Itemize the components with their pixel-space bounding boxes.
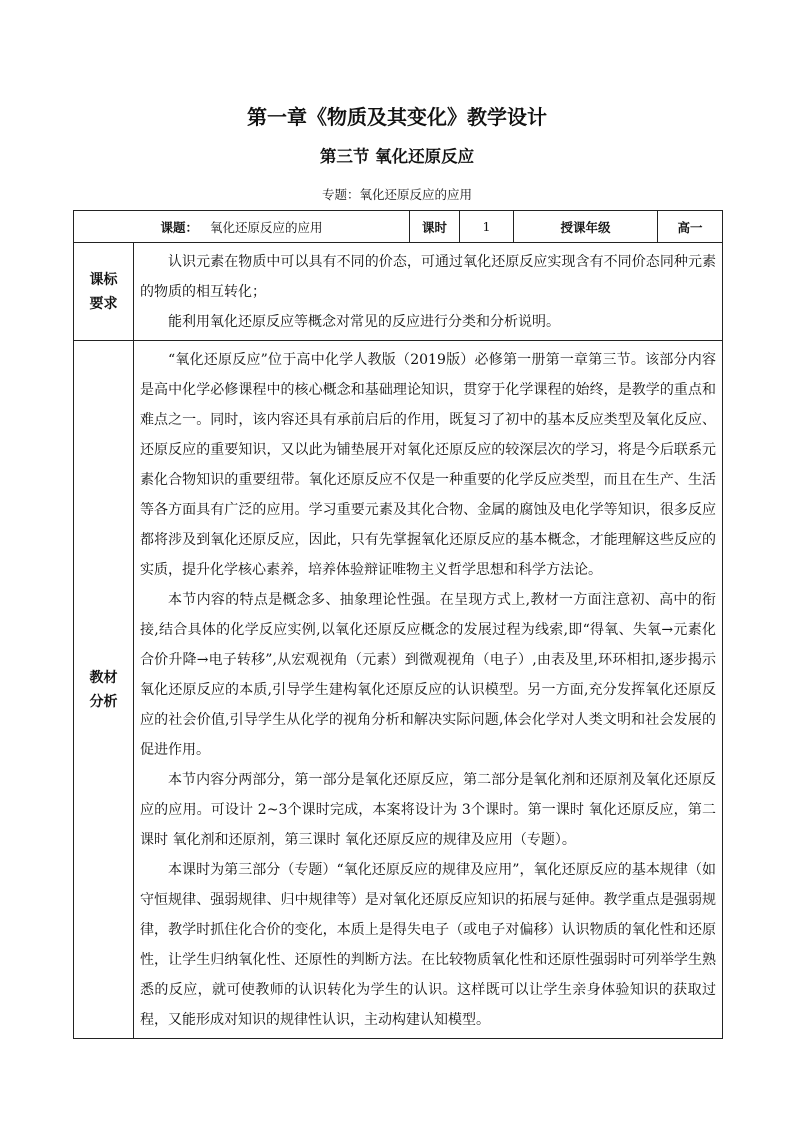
standards-row bbox=[74, 243, 723, 341]
analysis-content bbox=[134, 341, 723, 1039]
topic-line: 专题：氧化还原反应的应用 bbox=[321, 187, 472, 202]
hours-value: 1 bbox=[460, 211, 514, 243]
course-value: 氧化还原反应的应用 bbox=[210, 219, 323, 235]
document-title: 第一章《物质及其变化》教学设计 bbox=[247, 105, 547, 129]
analysis-row bbox=[74, 341, 723, 1039]
standards-heading-text: 课标 要求 bbox=[89, 271, 118, 312]
standards-content bbox=[134, 243, 723, 341]
standards-paragraph: 认识元素在物质中可以具有不同的价态，可通过氧化还原反应实现含有不同价态同种元素的物质的相互转化； bbox=[140, 254, 716, 300]
course-cell bbox=[74, 211, 410, 243]
grade-value: 高一 bbox=[658, 211, 723, 243]
lesson-plan-table bbox=[73, 210, 723, 1039]
course-label: 课题： bbox=[160, 219, 198, 235]
analysis-paragraph: 本节内容分两部分，第一部分是氧化还原反应，第二部分是氧化剂和还原剂及氧化还原反应的应用。可设计 2~3个课时完成，本案将设计为 3个课时。第一课时 氧化还原反应，第二课时 氧化剂和还原剂，第三课时 氧化还原反应的规律及应用（专题）。 bbox=[140, 772, 716, 848]
header-row bbox=[74, 211, 723, 243]
grade-label: 授课年级 bbox=[514, 211, 658, 243]
analysis-paragraph: “氧化还原反应”位于高中化学人教版（2019版）必修第一册第一章第三节。该部分内容是高中化学必修课程中的核心概念和基础理论知识，贯穿于化学课程的始终，是教学的重点和难点之一。同时，该内容还具有承前启后的作用，既复习了初中的基本反应类型及氧化反应、还原反应的重要知识，又以此为铺垫展开对氧化还原反应的较深层次的学习，将是今后联系元素化合物知识的重要纽带。氧化还原反应不仅是一种重要的化学反应类型，而且在生产、生活等各方面具有广泛的应用。学习重要元素及其化合物、金属的腐蚀及电化学等知识，很多反应都将涉及到氧化还原反应，因此，只有先掌握氧化还原反应的基本概念，才能理解这些反应的实质，提升化学核心素养，培养体验辩证唯物主义哲学思想和科学方法论。 bbox=[140, 352, 716, 578]
standards-heading bbox=[74, 243, 134, 341]
analysis-heading-text: 教材 分析 bbox=[89, 669, 118, 710]
standards-paragraph: 能利用氧化还原反应等概念对常见的反应进行分类和分析说明。 bbox=[168, 314, 560, 330]
analysis-heading bbox=[74, 341, 134, 1039]
hours-label: 课时 bbox=[410, 211, 460, 243]
section-title: 第三节 氧化还原反应 bbox=[319, 147, 475, 166]
analysis-paragraph: 本节内容的特点是概念多、抽象理论性强。在呈现方式上,教材一方面注意初、高中的衔接,结合具体的化学反应实例,以氧化还原反应概念的发展过程为线索,即“得氧、失氧→元素化合价升降→电子转移”,从宏观视角（元素）到微观视角（电子）,由表及里,环环相扣,逐步揭示氧化还原反应的本质,引导学生建构氧化还原反应的认识模型。另一方面,充分发挥氧化还原反应的社会价值,引导学生从化学的视角分析和解决实际问题,体会化学对人类文明和社会发展的促进作用。 bbox=[140, 592, 716, 758]
analysis-paragraph: 本课时为第三部分（专题）“氧化还原反应的规律及应用”，氧化还原反应的基本规律（如守恒规律、强弱规律、归中规律等）是对氧化还原反应知识的拓展与延伸。教学重点是强弱规律，教学时抓住化合价的变化，本质上是得失电子（或电子对偏移）认识物质的氧化性和还原性，让学生归纳氧化性、还原性的判断方法。在比较物质氧化性和还原性强弱时可列举学生熟悉的反应，就可使教师的认识转化为学生的认识。这样既可以让学生亲身体验知识的获取过程，又能形成对知识的规律性认识，主动构建认知模型。 bbox=[140, 862, 716, 1028]
